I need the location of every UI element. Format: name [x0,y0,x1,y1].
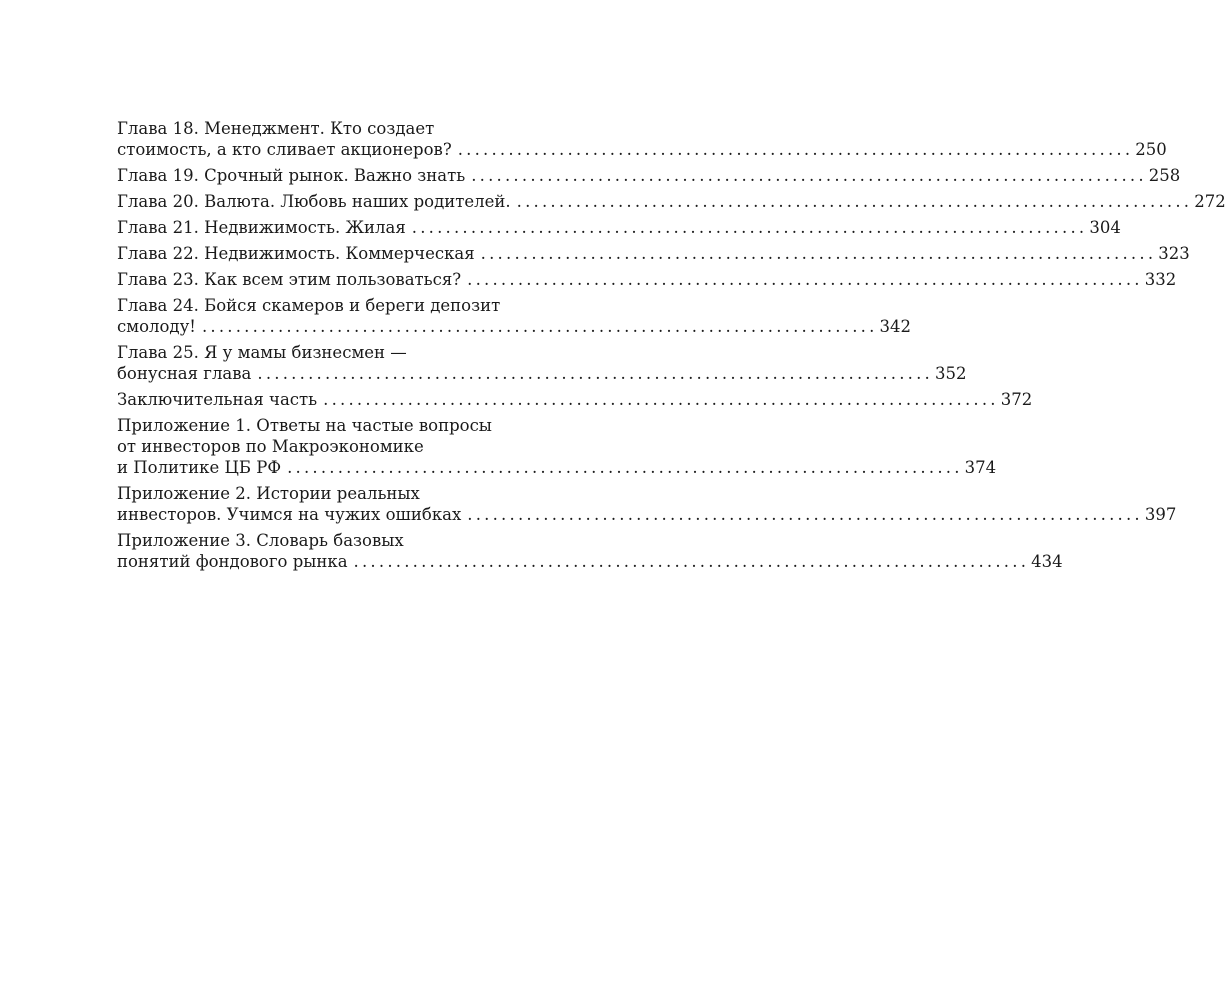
toc-page-number: 434 [1031,552,1063,571]
toc-page-number: 342 [879,317,912,336]
toc-entry [117,191,1226,212]
toc-entry-last-line [117,243,1190,264]
toc-entry-last-line [117,191,1226,212]
dot-leader: ................................................................................ [516,192,1193,211]
dot-leader: ................................................................................ [353,552,1030,571]
toc-entry-last-line [117,363,967,384]
toc-entry-text: бонусная глава [117,364,252,383]
toc-entry [117,415,997,478]
toc-entry-last-line [117,504,1177,525]
toc-entry-text: Приложение 1. Ответы на частые вопросы [117,416,492,435]
toc-entry [117,243,1190,264]
toc-page-number: 250 [1135,140,1167,159]
dot-leader: ................................................................................ [467,270,1143,289]
toc-entry-text: от инвесторов по Макроэкономике [117,437,424,456]
toc-entry-text: Приложение 2. Истории реальных [117,484,420,503]
toc-entry [117,269,1177,290]
toc-entry-text: Глава 24. Бойся скамеров и береги депозит [117,296,501,315]
toc-entry [117,217,1121,238]
toc-page-number: 272 [1194,192,1226,211]
toc-entry-text: Глава 20. Валюта. Любовь наших родителей. [117,192,511,211]
dot-leader: ................................................................................ [471,166,1147,185]
toc-page-number: 372 [1000,390,1033,409]
toc-page-number: 323 [1158,244,1190,263]
dot-leader: ................................................................................ [323,390,999,409]
toc-entry-last-line [117,139,1167,160]
toc-page-number: 352 [935,364,967,383]
dot-leader: ................................................................................ [287,458,963,477]
dot-leader: ................................................................................ [457,140,1134,159]
toc-entry-text: Приложение 3. Словарь базовых [117,531,404,550]
toc-entry-last-line [117,165,1181,186]
dot-leader: ................................................................................ [411,218,1088,237]
toc-entry-text: смолоду! [117,317,196,336]
toc-entry [117,118,1167,160]
toc-entry-last-line [117,217,1121,238]
dot-leader: ................................................................................ [480,244,1157,263]
toc-page-number: 258 [1148,166,1181,185]
toc-entry-text: стоимость, а кто сливает акционеров? [117,140,452,159]
dot-leader: ................................................................................ [201,317,878,336]
toc-entry-text: Глава 25. Я у мамы бизнесмен — [117,343,407,362]
toc-entry [117,530,1063,572]
toc-entry-text: Глава 19. Срочный рынок. Важно знать [117,166,466,185]
toc-entry-last-line [117,389,1033,410]
toc-entry-text: инвесторов. Учимся на чужих ошибках [117,505,462,524]
dot-leader: ................................................................................ [467,505,1143,524]
toc-entry [117,295,912,337]
toc-entry-text: Глава 21. Недвижимость. Жилая [117,218,406,237]
toc-entry-last-line [117,457,997,478]
toc-page-number: 397 [1144,505,1177,524]
toc-entry-text: понятий фондового рынка [117,552,348,571]
toc-entry [117,389,1033,410]
toc-entry-text: Глава 23. Как всем этим пользоваться? [117,270,462,289]
toc-page-number: 304 [1089,218,1121,237]
table-of-contents [117,118,1226,577]
toc-entry-last-line [117,269,1177,290]
toc-entry-text: Заключительная часть [117,390,318,409]
toc-entry-text: и Политике ЦБ РФ [117,458,282,477]
toc-entry-text: Глава 18. Менеджмент. Кто создает [117,119,435,138]
toc-page-number: 374 [964,458,997,477]
toc-entry [117,342,967,384]
toc-entry [117,165,1181,186]
toc-entry [117,483,1177,525]
toc-page-number: 332 [1144,270,1177,289]
toc-entry-last-line [117,551,1063,572]
dot-leader: ................................................................................ [257,364,933,383]
toc-entry-last-line [117,316,912,337]
toc-entry-text: Глава 22. Недвижимость. Коммерческая [117,244,475,263]
